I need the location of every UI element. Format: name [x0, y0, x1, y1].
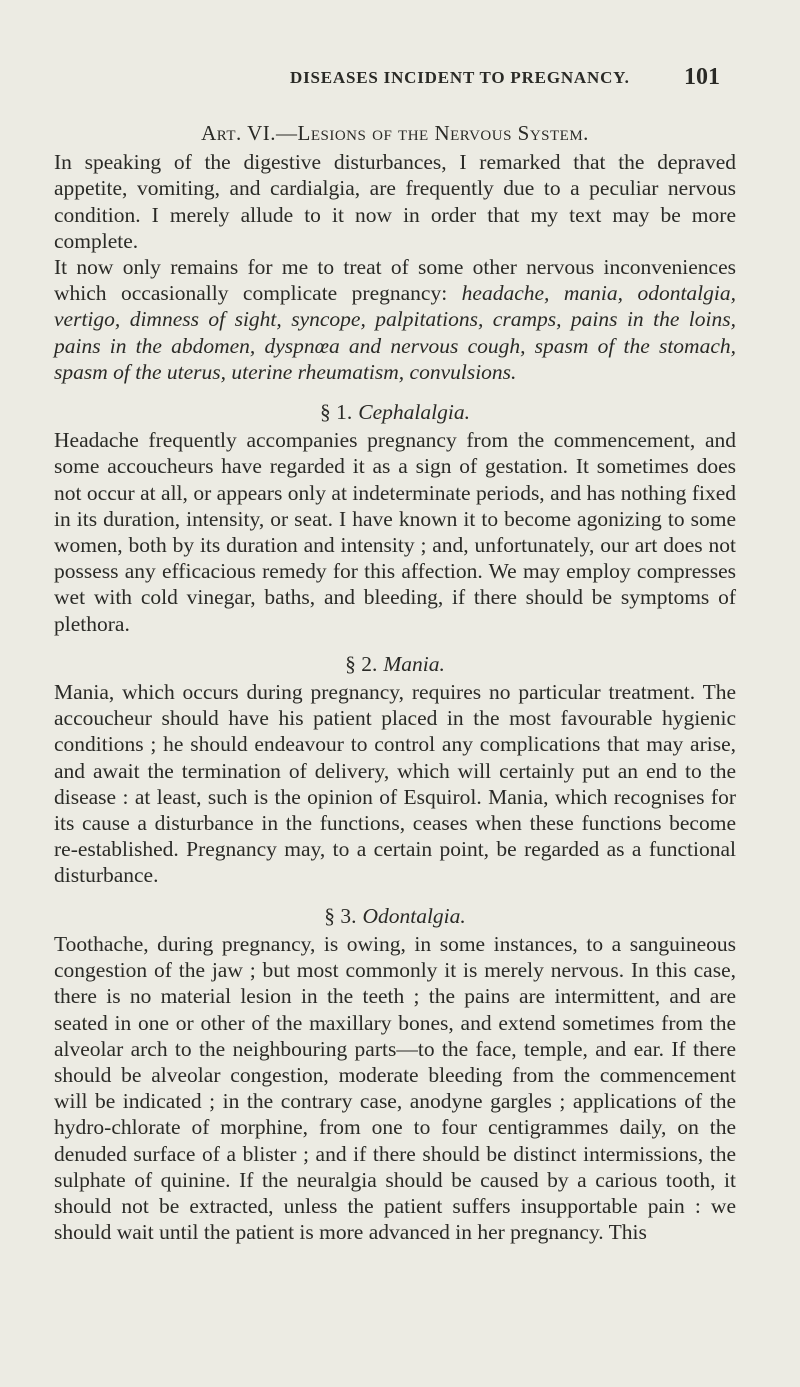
complications-list: headache, mania, odontalgia, vertigo, dimness of sight, syncope, palpitations, cramps, pains in the loins, pains in the abdomen, dyspnœa and nervous cough, spasm of the stomach, spasm of the uterus, uterine rheumatism, convulsions.	[54, 281, 736, 384]
intro-paragraph: In speaking of the digestive disturbances, I remarked that the depraved appetite, vomiting, and cardialgia, are frequently due to a peculiar nervous condition. I merely allude to it now in order that my text may be more complete.	[54, 150, 736, 253]
running-head-title: DISEASES INCIDENT TO PREGNANCY.	[290, 68, 630, 87]
body-text	[54, 120, 736, 1245]
complications-paragraph	[54, 254, 736, 385]
section-symbol: § 3.	[324, 903, 357, 928]
section-text-cephalalgia: Headache frequently accompanies pregnancy from the commencement, and some accoucheurs have regarded it as a sign of gestation. It sometimes does not occur at all, or appears only at indeterminate periods, and has nothing fixed in its duration, intensity, or seat. I have known it to become agonizing to some women, both by its duration and intensity ; and, unfortunately, our art does not possess any efficacious remedy for this affection. We may employ compresses wet with cold vinegar, baths, and bleeding, if there should be symptoms of plethora.	[54, 428, 736, 636]
section-heading-mania	[54, 651, 736, 677]
section-name: Mania.	[383, 651, 445, 676]
section-text-odontalgia: Toothache, during pregnancy, is owing, in some instances, to a sanguineous congestion of the jaw ; but most commonly it is merely nervous. In this case, there is no material lesion in the teeth ; the pains are intermittent, and are seated in one or other of the maxillary bones, and extend sometimes from the alveolar arch to the neighbouring parts—to the face, temple, and ear. If there should be alveolar congestion, moderate bleeding from the commencement will be indicated ; in the contrary case, anodyne gargles ; applications of the hydro-chlorate of morphine, from one to four centigrammes daily, on the denuded surface of a blister ; and if there should be distinct intermissions, the sulphate of quinine. If the neuralgia should be caused by a carious tooth, it should not be extracted, unless the patient suffers insupportable pain : we should wait until the patient is more advanced in her pregnancy. This	[54, 931, 736, 1245]
section-name: Odontalgia.	[362, 903, 466, 928]
section-heading-cephalalgia	[54, 399, 736, 425]
section-symbol: § 2.	[345, 651, 378, 676]
complications-lead: It now only remains for me to treat of some other nervous inconveniences which occasionally complicate pregnancy:	[54, 255, 736, 306]
page-number: 101	[684, 64, 720, 90]
article-heading: Art. VI.—Lesions of the Nervous System.	[201, 121, 589, 145]
section-name: Cephalalgia.	[358, 400, 470, 425]
running-head	[0, 64, 800, 94]
section-symbol: § 1.	[320, 400, 353, 425]
section-heading-odontalgia	[54, 903, 736, 929]
section-text-mania: Mania, which occurs during pregnancy, requires no particular treatment. The accoucheur should have his patient placed in the most favourable hygienic conditions ; he should endeavour to control any complications that may arise, and await the termination of delivery, which will certainly put an end to the disease : at least, such is the opinion of Esquirol. Mania, which recognises for its cause a disturbance in the functions, ceases when these functions become re-established. Pregnancy may, to a certain point, be regarded as a functional disturbance.	[54, 680, 736, 888]
